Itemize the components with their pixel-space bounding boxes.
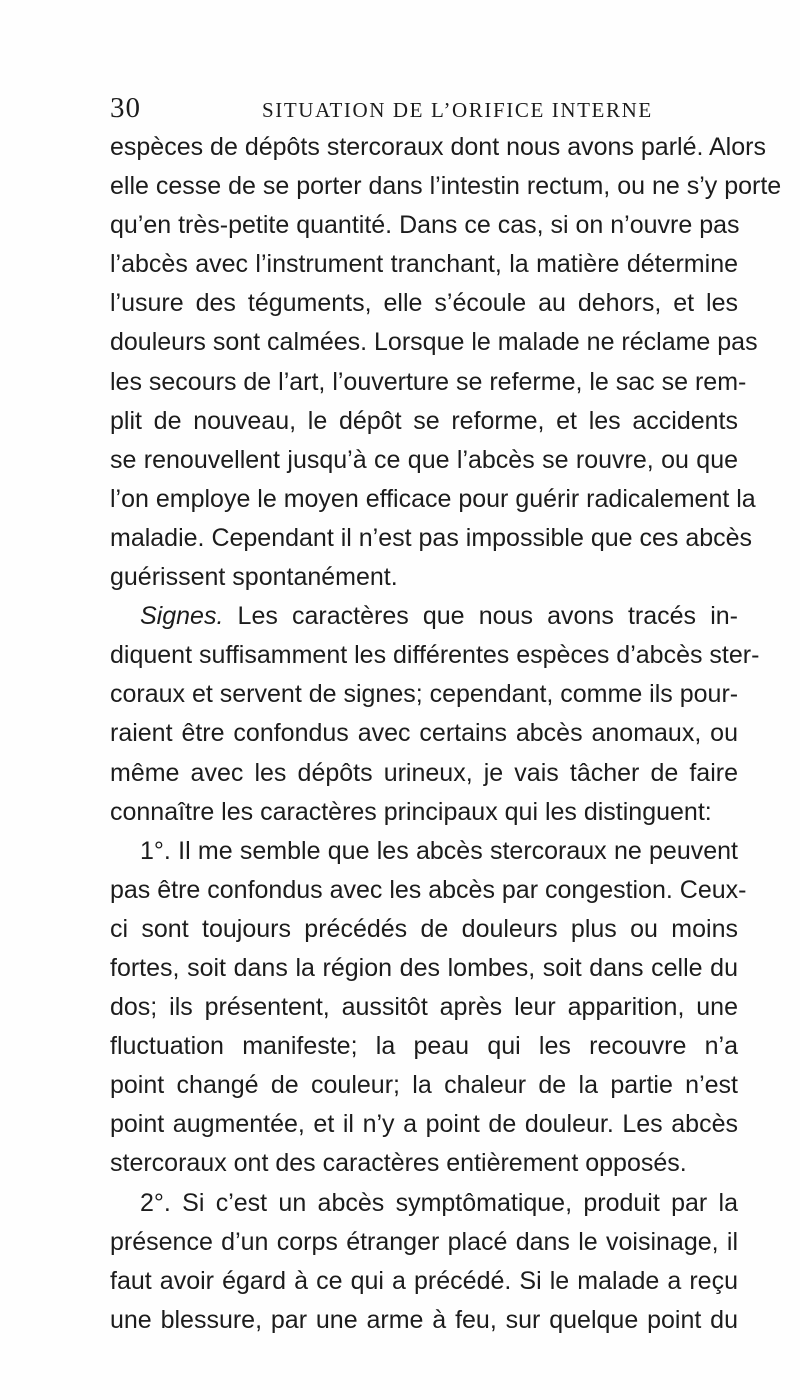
text-line: l’abcès avec l’instrument tranchant, la matière détermine bbox=[110, 250, 738, 279]
text-line: 2°. Si c’est un abcès symptômatique, produit par la bbox=[140, 1188, 738, 1217]
text-line: douleurs sont calmées. Lorsque le malade ne réclame pas bbox=[110, 328, 758, 357]
text-line: plit de nouveau, le dépôt se reforme, et les accidents bbox=[110, 406, 738, 435]
text-line-rest: Les caractères que nous avons tracés in- bbox=[237, 602, 738, 631]
running-head: SITUATION DE L’ORIFICE INTERNE bbox=[262, 98, 653, 122]
text-line: faut avoir égard à ce qui a précédé. Si le malade a reçu bbox=[110, 1266, 738, 1295]
text-line: point changé de couleur; la chaleur de la partie n’est bbox=[110, 1071, 738, 1100]
text-line: espèces de dépôts stercoraux dont nous avons parlé. Alors bbox=[110, 133, 766, 161]
text-line: dos; ils présentent, aussitôt après leur apparition, une bbox=[110, 993, 738, 1022]
text-line: les secours de l’art, l’ouverture se referme, le sac se rem- bbox=[110, 367, 747, 396]
text-line: se renouvellent jusqu’à ce que l’abcès se rouvre, ou que bbox=[110, 445, 738, 474]
text-line: guérissent spontanément. bbox=[110, 563, 398, 592]
text-line: stercoraux ont des caractères entièrement opposés. bbox=[110, 1149, 687, 1178]
text-line: ci sont toujours précédés de douleurs plus ou moins bbox=[110, 914, 738, 943]
text-line: elle cesse de se porter dans l’intestin rectum, ou ne s’y porte bbox=[110, 172, 782, 201]
page-number: 30 bbox=[110, 92, 141, 124]
body-text bbox=[110, 128, 782, 1340]
text-line: point augmentée, et il n’y a point de douleur. Les abcès bbox=[110, 1110, 738, 1139]
text-line: coraux et servent de signes; cependant, comme ils pour- bbox=[110, 680, 739, 709]
section-lead-signes: Signes. bbox=[140, 602, 224, 631]
text-line: pas être confondus avec les abcès par congestion. Ceux- bbox=[110, 875, 747, 904]
text-line: maladie. Cependant il n’est pas impossible que ces abcès bbox=[110, 523, 753, 552]
text-line: présence d’un corps étranger placé dans le voisinage, il bbox=[110, 1227, 738, 1256]
text-line: l’on employe le moyen efficace pour guérir radicalement la bbox=[110, 484, 756, 513]
text-line: 1°. Il me semble que les abcès stercoraux ne peuvent bbox=[140, 836, 738, 865]
text-line: fluctuation manifeste; la peau qui les recouvre n’a bbox=[110, 1032, 738, 1061]
text-line: connaître les caractères principaux qui les distinguent: bbox=[110, 797, 712, 826]
text-line: raient être confondus avec certains abcès anomaux, ou bbox=[110, 719, 738, 748]
page-header bbox=[110, 92, 750, 128]
text-line-signes bbox=[110, 597, 738, 636]
text-line: qu’en très-petite quantité. Dans ce cas, si on n’ouvre pas bbox=[110, 211, 740, 240]
text-line: une blessure, par une arme à feu, sur quelque point du bbox=[110, 1305, 738, 1334]
text-line: même avec les dépôts urineux, je vais tâcher de faire bbox=[110, 758, 738, 787]
text-line: fortes, soit dans la région des lombes, soit dans celle du bbox=[110, 953, 738, 982]
text-line: l’usure des téguments, elle s’écoule au dehors, et les bbox=[110, 289, 738, 318]
text-line: diquent suffisamment les différentes espèces d’abcès ster- bbox=[110, 641, 760, 670]
